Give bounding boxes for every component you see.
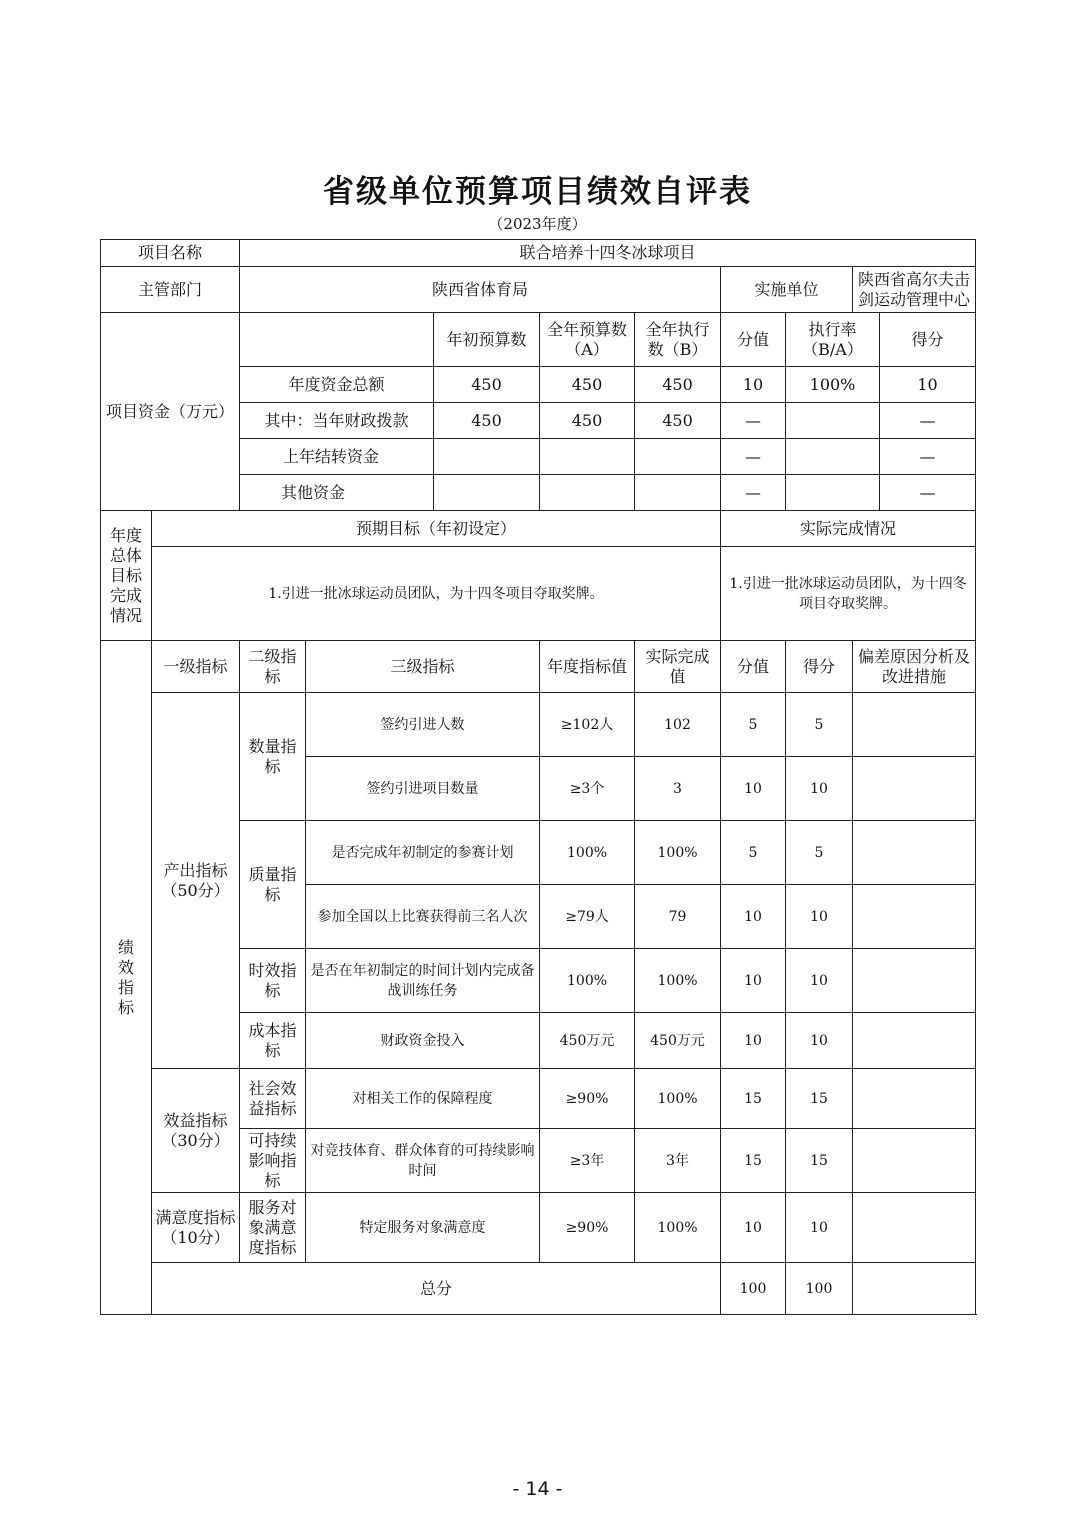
- indicator-target: ≥102人: [540, 693, 635, 757]
- funds-row-label: 其他资金: [240, 475, 434, 511]
- funds-cell-annual: [540, 439, 635, 475]
- indicator-actual: 450万元: [635, 1013, 721, 1069]
- indicator-reason: [853, 757, 976, 821]
- goals-actual: 1.引进一批冰球运动员团队，为十四冬项目夺取奖牌。: [721, 547, 976, 641]
- indicator-score: 10: [786, 757, 853, 821]
- funds-header-annual: 全年预算数（A）: [540, 313, 635, 367]
- funds-cell-rate: [786, 439, 880, 475]
- indicator-reason: [853, 949, 976, 1013]
- indicator-score-value: 10: [721, 1013, 786, 1069]
- funds-cell-score-value: —: [721, 439, 786, 475]
- indicator-score: 15: [786, 1129, 853, 1193]
- header-actual: 实际完成值: [635, 641, 721, 693]
- evaluation-table: [100, 239, 976, 1315]
- indicator-score-value: 5: [721, 821, 786, 885]
- sub-service: 服务对象满意度指标: [240, 1193, 306, 1263]
- funds-cell-initial: 450: [434, 403, 540, 439]
- header-level2: 二级指标: [240, 641, 306, 693]
- indicator-score-value: 10: [721, 949, 786, 1013]
- funds-row-label: 年度资金总额: [240, 367, 434, 403]
- indicator-actual: 100%: [635, 949, 721, 1013]
- indicator-score: 10: [786, 949, 853, 1013]
- goals-header-row: [101, 511, 976, 547]
- page-title: 省级单位预算项目绩效自评表: [323, 174, 752, 210]
- goals-actual-header: 实际完成情况: [721, 511, 976, 547]
- indicator-reason: [853, 885, 976, 949]
- funds-label: 项目资金（万元）: [101, 313, 240, 511]
- indicator-score-value: 15: [721, 1129, 786, 1193]
- unit-value: 陕西省高尔夫击剑运动管理中心: [853, 267, 976, 313]
- indicator-row: [101, 1069, 976, 1129]
- indicator-name: 参加全国以上比赛获得前三名人次: [306, 885, 540, 949]
- total-reason: [853, 1263, 976, 1315]
- funds-cell-rate: [786, 475, 880, 511]
- indicators-label: 绩效指标: [101, 641, 152, 1315]
- indicator-actual: 3年: [635, 1129, 721, 1193]
- goals-content-row: [101, 547, 976, 641]
- header-level1: 一级指标: [152, 641, 240, 693]
- dept-value: 陕西省体育局: [240, 267, 721, 313]
- sub-social: 社会效益指标: [240, 1069, 306, 1129]
- indicator-score-value: 15: [721, 1069, 786, 1129]
- indicator-target: 450万元: [540, 1013, 635, 1069]
- funds-cell-annual: 450: [540, 403, 635, 439]
- indicator-score: 15: [786, 1069, 853, 1129]
- indicator-target: ≥3个: [540, 757, 635, 821]
- sub-quality: 质量指标: [240, 821, 306, 949]
- indicator-target: ≥79人: [540, 885, 635, 949]
- group-benefit: 效益指标（30分）: [152, 1069, 240, 1193]
- indicator-name: 签约引进项目数量: [306, 757, 540, 821]
- funds-cell-initial: [434, 439, 540, 475]
- indicator-actual: 79: [635, 885, 721, 949]
- indicator-score-value: 10: [721, 1193, 786, 1263]
- total-row: [101, 1263, 976, 1315]
- indicator-score-value: 10: [721, 757, 786, 821]
- indicators-header-row: [101, 641, 976, 693]
- indicator-actual: 102: [635, 693, 721, 757]
- funds-cell-score-value: —: [721, 475, 786, 511]
- indicator-target: 100%: [540, 821, 635, 885]
- indicator-target: 100%: [540, 949, 635, 1013]
- header-reason: 偏差原因分析及改进措施: [853, 641, 976, 693]
- indicator-score-value: 10: [721, 885, 786, 949]
- department-row: [101, 267, 976, 313]
- indicator-name: 财政资金投入: [306, 1013, 540, 1069]
- funds-cell-annual: 450: [540, 367, 635, 403]
- indicator-score: 10: [786, 1013, 853, 1069]
- project-name-row: [101, 240, 976, 267]
- indicator-target: ≥90%: [540, 1069, 635, 1129]
- funds-header-blank: [240, 313, 434, 367]
- page-number: - 14 -: [512, 1478, 563, 1500]
- funds-cell-executed: [635, 439, 721, 475]
- goals-expected: 1.引进一批冰球运动员团队，为十四冬项目夺取奖牌。: [152, 547, 721, 641]
- unit-label: 实施单位: [721, 267, 853, 313]
- indicator-reason: [853, 1129, 976, 1193]
- header-target: 年度指标值: [540, 641, 635, 693]
- sub-sustain: 可持续影响指标: [240, 1129, 306, 1193]
- sub-quantity: 数量指标: [240, 693, 306, 821]
- funds-cell-score-value: —: [721, 403, 786, 439]
- funds-header-initial: 年初预算数: [434, 313, 540, 367]
- goals-label: 年度总体目标完成情况: [101, 511, 152, 641]
- indicator-actual: 3: [635, 757, 721, 821]
- funds-header-executed: 全年执行数（B）: [635, 313, 721, 367]
- project-name-label: 项目名称: [101, 240, 240, 267]
- indicator-reason: [853, 1013, 976, 1069]
- group-satisfaction: 满意度指标（10分）: [152, 1193, 240, 1263]
- funds-header-row: [101, 313, 976, 367]
- funds-row-label: 其中：当年财政拨款: [240, 403, 434, 439]
- sub-timeliness: 时效指标: [240, 949, 306, 1013]
- indicator-target: ≥90%: [540, 1193, 635, 1263]
- funds-cell-rate: [786, 403, 880, 439]
- funds-cell-score: —: [880, 439, 976, 475]
- funds-cell-executed: [635, 475, 721, 511]
- funds-cell-annual: [540, 475, 635, 511]
- indicator-name: 签约引进人数: [306, 693, 540, 757]
- dept-label: 主管部门: [101, 267, 240, 313]
- indicator-name: 对竞技体育、群众体育的可持续影响时间: [306, 1129, 540, 1193]
- indicator-score: 5: [786, 693, 853, 757]
- funds-row-label: 上年结转资金: [240, 439, 434, 475]
- total-label: 总分: [152, 1263, 721, 1315]
- indicator-score: 5: [786, 821, 853, 885]
- total-score: 100: [786, 1263, 853, 1315]
- funds-header-score-value: 分值: [721, 313, 786, 367]
- indicator-actual: 100%: [635, 1069, 721, 1129]
- funds-cell-score-value: 10: [721, 367, 786, 403]
- project-name-value: 联合培养十四冬冰球项目: [240, 240, 976, 267]
- indicator-reason: [853, 1069, 976, 1129]
- indicator-target: ≥3年: [540, 1129, 635, 1193]
- indicator-name: 是否在年初制定的时间计划内完成备战训练任务: [306, 949, 540, 1013]
- indicator-actual: 100%: [635, 821, 721, 885]
- total-score-value: 100: [721, 1263, 786, 1315]
- group-output: 产出指标（50分）: [152, 693, 240, 1069]
- sub-cost: 成本指标: [240, 1013, 306, 1069]
- funds-cell-initial: 450: [434, 367, 540, 403]
- goals-expected-header: 预期目标（年初设定）: [152, 511, 721, 547]
- header-level3: 三级指标: [306, 641, 540, 693]
- funds-header-score: 得分: [880, 313, 976, 367]
- indicator-row: [101, 693, 976, 757]
- funds-cell-rate: 100%: [786, 367, 880, 403]
- header-score: 得分: [786, 641, 853, 693]
- funds-cell-score: —: [880, 403, 976, 439]
- indicator-actual: 100%: [635, 1193, 721, 1263]
- funds-cell-executed: 450: [635, 403, 721, 439]
- funds-cell-executed: 450: [635, 367, 721, 403]
- indicator-reason: [853, 693, 976, 757]
- indicator-reason: [853, 1193, 976, 1263]
- funds-cell-initial: [434, 475, 540, 511]
- indicator-name: 特定服务对象满意度: [306, 1193, 540, 1263]
- indicator-name: 对相关工作的保障程度: [306, 1069, 540, 1129]
- funds-cell-score: —: [880, 475, 976, 511]
- indicator-row: [101, 1193, 976, 1263]
- page-subtitle: （2023年度）: [488, 215, 587, 233]
- indicator-score: 10: [786, 885, 853, 949]
- header-score-value: 分值: [721, 641, 786, 693]
- indicator-score: 10: [786, 1193, 853, 1263]
- funds-cell-score: 10: [880, 367, 976, 403]
- indicator-reason: [853, 821, 976, 885]
- indicator-name: 是否完成年初制定的参赛计划: [306, 821, 540, 885]
- indicator-score-value: 5: [721, 693, 786, 757]
- funds-header-rate: 执行率（B/A）: [786, 313, 880, 367]
